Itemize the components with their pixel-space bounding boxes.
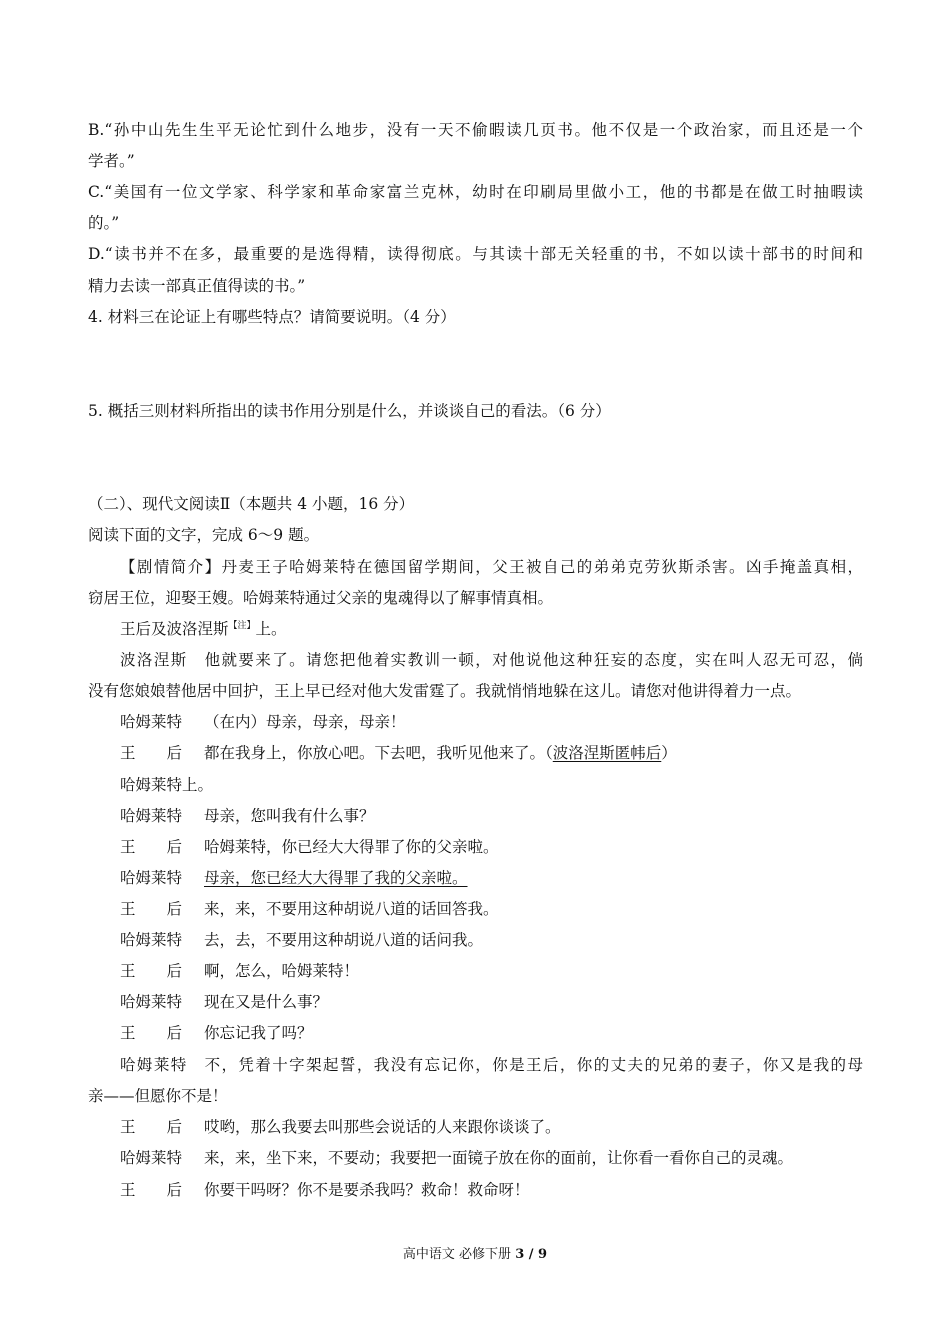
speaker-name: 王 后 (120, 1024, 183, 1042)
dialogue-queen-4 (120, 961, 359, 981)
option-d-line-2: 精力去读一部真正值得读的书。” (88, 277, 306, 295)
stage-direction-end: 上。 (255, 620, 287, 638)
speaker-name: 王 后 (120, 1118, 183, 1136)
dialogue-queen-2 (120, 837, 499, 857)
speaker-name: 哈姆莱特 (120, 993, 183, 1011)
speaker-name: 哈姆莱特 (120, 931, 183, 949)
option-b-line-2: 学者。” (88, 152, 135, 170)
underlined-stage-direction: 波洛涅斯匿帏后 (552, 744, 662, 762)
dialogue-queen-6 (120, 1117, 561, 1137)
speaker-name: 王 后 (120, 838, 183, 856)
speech-text: 不，凭着十字架起誓，我没有忘记你，你是王后，你的丈夫的兄弟的妻子，你又是我的母 (204, 1056, 863, 1074)
dialogue-queen-7 (120, 1180, 530, 1200)
question-5: 5. 概括三则材料所指出的读书作用分别是什么，并谈谈自己的看法。（6 分） (88, 402, 611, 420)
dialogue-hamlet-2 (120, 806, 375, 826)
dialogue-queen-5 (120, 1023, 313, 1043)
speaker-name: 哈姆莱特 (120, 1056, 188, 1074)
speaker-name: 哈姆莱特 (120, 869, 183, 887)
question-4: 4. 材料三在论证上有哪些特点？请简要说明。（4 分） (88, 308, 456, 326)
speaker-name: 王 后 (120, 1181, 183, 1199)
option-b-line-1: B.“孙中山先生生平无论忙到什么地步，没有一天不偷暇读几页书。他不仅是一个政治家，而且还是一个 (88, 121, 863, 139)
speech-text: 哈姆莱特，你已经大大得罪了你的父亲啦。 (204, 838, 499, 856)
section-heading: （二）、现代文阅读Ⅱ（本题共 4 小题，16 分） (88, 495, 415, 513)
dialogue-hamlet-3 (120, 868, 468, 888)
dialogue-polonius-line-2: 没有您娘娘替他居中回护，王上早已经对他大发雷霆了。我就悄悄地躲在这儿。请您对他讲得着力一点。 (88, 682, 802, 700)
speaker-name: 王 后 (120, 744, 183, 762)
stage-direction-hamlet-enters: 哈姆莱特上。 (120, 776, 214, 794)
speech-text: 来，来，不要用这种胡说八道的话回答我。 (204, 900, 499, 918)
footnote-marker: 【注】 (228, 621, 256, 631)
speaker-name: 王 后 (120, 962, 183, 980)
speech-text: 你忘记我了吗？ (204, 1024, 313, 1042)
speaker-name: 波洛涅斯 (120, 651, 188, 669)
footer-subject: 高中语文 必修下册 (402, 1247, 516, 1262)
speech-text: 都在我身上，你放心吧。下去吧，我听见他来了。（ (204, 744, 553, 762)
dialogue-polonius-line-1 (120, 650, 863, 670)
dialogue-hamlet-1 (120, 712, 406, 732)
speaker-name: 哈姆莱特 (120, 1149, 183, 1167)
speaker-name: 哈姆莱特 (120, 713, 183, 731)
dialogue-hamlet-4 (120, 930, 483, 950)
option-d-line-1: D.“读书并不在多，最重要的是选得精，读得彻底。与其读十部无关轻重的书，不如以读十部书的时间和 (88, 245, 863, 263)
reading-instruction: 阅读下面的文字，完成 6～9 题。 (88, 526, 320, 544)
speaker-name: 王 后 (120, 900, 183, 918)
synopsis-line-1: 【剧情简介】丹麦王子哈姆莱特在德国留学期间，父王被自己的弟弟克劳狄斯杀害。凶手掩盖真相， (120, 558, 863, 576)
speech-text: 你要干吗呀？你不是要杀我吗？救命！救命呀！ (204, 1181, 530, 1199)
speech-text: （在内）母亲，母亲，母亲！ (204, 713, 406, 731)
dialogue-hamlet-5 (120, 992, 328, 1012)
dialogue-hamlet-7 (120, 1148, 793, 1168)
synopsis-line-2: 窃居王位，迎娶王嫂。哈姆莱特通过父亲的鬼魂得以了解事情真相。 (88, 589, 554, 607)
speech-text: 母亲，您叫我有什么事？ (204, 807, 375, 825)
speaker-name: 哈姆莱特 (120, 807, 183, 825)
speech-text: 去，去，不要用这种胡说八道的话问我。 (204, 931, 484, 949)
page-number: 3 / 9 (515, 1247, 548, 1262)
dialogue-queen-3 (120, 899, 499, 919)
speech-text: 哎哟，那么我要去叫那些会说话的人来跟你谈谈了。 (204, 1118, 561, 1136)
speech-text: 他就要来了。请您把他着实教训一顿，对他说他这种狂妄的态度，实在叫人忍无可忍，倘 (204, 651, 863, 669)
paren-close: ） (661, 744, 677, 762)
dialogue-hamlet-6-line-1 (120, 1055, 863, 1075)
page-footer (0, 1246, 950, 1264)
stage-direction-enter (120, 619, 287, 639)
option-c-line-2: 的。” (88, 214, 120, 232)
dialogue-queen-1 (120, 743, 677, 763)
underlined-speech-text: 母亲，您已经大大得罪了我的父亲啦。 (204, 869, 468, 887)
option-c-line-1: C.“美国有一位文学家、科学家和革命家富兰克林，幼时在印刷局里做小工，他的书都是在做工时抽暇读 (88, 183, 863, 201)
stage-direction-text: 王后及波洛涅斯 (120, 620, 229, 638)
dialogue-hamlet-6-line-2: 亲——但愿你不是！ (88, 1087, 228, 1105)
speech-text: 来，来，坐下来，不要动；我要把一面镜子放在你的面前，让你看一看你自己的灵魂。 (204, 1149, 794, 1167)
speech-text: 啊，怎么，哈姆莱特！ (204, 962, 360, 980)
speech-text: 现在又是什么事？ (204, 993, 329, 1011)
